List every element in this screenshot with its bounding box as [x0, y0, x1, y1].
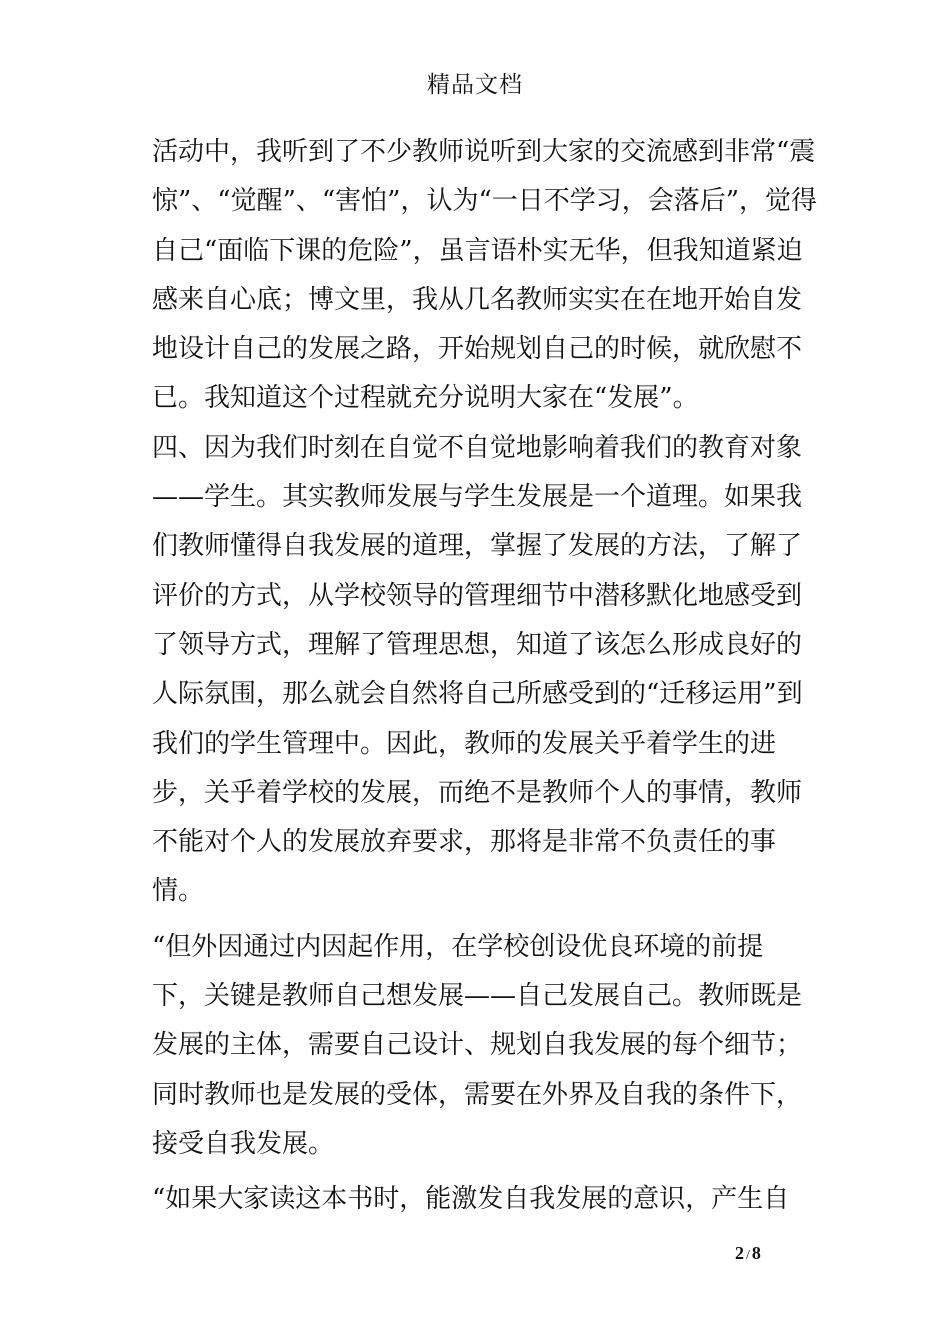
text-line: 同时教师也是发展的受体，需要在外界及自我的条件下，	[152, 1079, 803, 1110]
text-line: 评价的方式，从学校领导的管理细节中潜移默化地感受到	[152, 580, 803, 611]
paragraph-1	[152, 128, 818, 424]
text-line: 情。	[152, 876, 205, 907]
text-line: 不能对个人的发展放弃要求，那将是非常不负责任的事	[152, 827, 777, 858]
text-line: “如果大家读这本书时，能激发自我发展的意识，产生自	[152, 1184, 790, 1215]
text-line: 人际氛围，那么就会自然将自己所感受到的“迁移运用”到	[152, 679, 803, 710]
text-line: ——学生。其实教师发展与学生发展是一个道理。如果我	[152, 482, 803, 513]
total-pages: 8	[751, 1243, 761, 1263]
paragraph-3	[152, 923, 802, 1169]
text-line: 们教师懂得自我发展的道理，掌握了发展的方法，了解了	[152, 531, 803, 562]
page-header: 精品文档	[427, 72, 523, 98]
paragraph-4	[152, 1175, 802, 1224]
document-body	[152, 128, 818, 1225]
paragraph-2	[152, 424, 802, 917]
text-line: 惊”、“觉醒”、“害怕”，认为“一日不学习，会落后”，觉得	[152, 186, 818, 217]
text-line: 四、因为我们时刻在自觉不自觉地影响着我们的教育对象	[152, 432, 803, 463]
page-separator: /	[746, 1248, 750, 1263]
text-line: 活动中，我听到了不少教师说听到大家的交流感到非常“震	[152, 137, 816, 167]
text-line: 自己“面临下课的危险”，虽言语朴实无华，但我知道紧迫	[152, 235, 803, 266]
text-line: 步，关乎着学校的发展，而绝不是教师个人的事情，教师	[152, 777, 803, 808]
text-line: 感来自心底；博文里，我从几名教师实实在在地开始自发	[152, 284, 803, 315]
text-line: 我们的学生管理中。因此，教师的发展关乎着学生的进	[152, 728, 777, 759]
text-line: 下，关键是教师自己想发展——自己发展自己。教师既是	[152, 981, 803, 1012]
text-line: 接受自我发展。	[152, 1128, 335, 1159]
text-line: 发展的主体，需要自己设计、规划自我发展的每个细节；	[152, 1030, 803, 1061]
text-line: 地设计自己的发展之路，开始规划自己的时候，就欣慰不	[152, 334, 803, 365]
text-line: 了领导方式，理解了管理思想，知道了该怎么形成良好的	[152, 629, 803, 660]
text-line: 已。我知道这个过程就充分说明大家在“发展”。	[152, 383, 699, 414]
page-number	[735, 1243, 761, 1264]
current-page: 2	[735, 1243, 744, 1263]
text-line: “但外因通过内因起作用，在学校创设优良环境的前提	[152, 931, 764, 962]
